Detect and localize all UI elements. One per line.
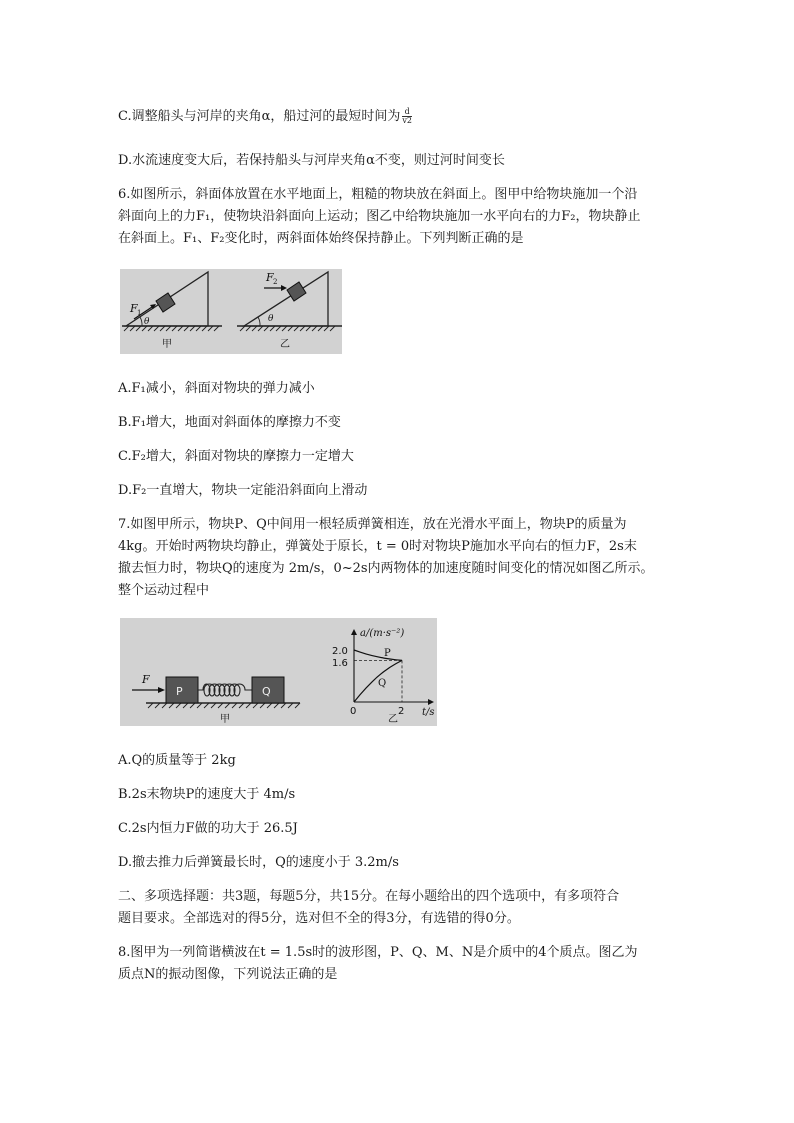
spring — [198, 684, 252, 696]
graph-curve-p-label: P — [384, 648, 391, 659]
graph-tick-origin: 0 — [350, 706, 357, 717]
label-f2-sub: 2 — [273, 278, 278, 286]
question-7-line-2: 4kg。开始时两物块均静止，弹簧处于原长，t = 0时对物块P施加水平向右的恒力F，2s末 — [118, 539, 637, 554]
option-7c: C.2s内恒力F做的功大于 26.5J — [118, 821, 298, 836]
label-block-p: P — [176, 685, 183, 698]
block-right — [287, 282, 306, 301]
label-force: F — [142, 673, 150, 686]
option-7a: A.Q的质量等于 2kg — [118, 753, 236, 768]
fraction-denominator: v2 — [402, 116, 413, 125]
question-6-line-1: 6.如图所示，斜面体放置在水平地面上，粗糙的物块放在斜面上。图甲中给物块施加一个沿 — [118, 187, 638, 202]
figure-spring-blocks — [120, 618, 437, 726]
fraction-numerator: d — [402, 108, 412, 117]
label-block-q: Q — [262, 685, 271, 698]
label-f2: F — [266, 271, 274, 284]
question-7-line-1: 7.如图甲所示，物块P、Q中间用一根轻质弹簧相连，放在光滑水平面上，物块P的质量为 — [118, 517, 627, 532]
graph-tick-y-mid: 1.6 — [332, 658, 348, 669]
graph-xlabel: t/s — [422, 707, 435, 718]
question-7-line-4: 整个运动过程中 — [118, 583, 210, 598]
series-p-curve — [354, 650, 402, 660]
option-6a: A.F₁减小，斜面对物块的弹力减小 — [118, 381, 315, 396]
graph-tick-x: 2 — [398, 706, 405, 717]
question-8-line-1: 8.图甲为一列简谐横波在t = 1.5s时的波形图，P、Q、M、N是介质中的4个质点。图乙为 — [118, 945, 638, 960]
option-5c-text: C.调整船头与河岸的夹角α，船过河的最短时间为 — [118, 109, 401, 124]
label-theta-left: θ — [144, 317, 150, 327]
label-theta-right: θ — [268, 314, 274, 324]
option-6c: C.F₂增大，斜面对物块的摩擦力一定增大 — [118, 449, 354, 464]
option-5c — [118, 107, 412, 127]
graph-ylabel: a/(m·s⁻²) — [360, 628, 405, 639]
question-6-line-2: 斜面向上的力F₁，使物块沿斜面向上运动；图乙中给物块施加一水平向右的力F₂，物块静止 — [118, 209, 641, 224]
option-7b: B.2s末物块P的速度大于 4m/s — [118, 787, 296, 802]
section-2-line-2: 题目要求。全部选对的得5分，选对但不全的得3分，有选错的得0分。 — [118, 911, 520, 926]
option-6d: D.F₂一直增大，物块一定能沿斜面向上滑动 — [118, 483, 368, 498]
label-f1: F — [130, 302, 138, 315]
figure-inclined-planes — [120, 269, 342, 354]
graph-tick-y-top: 2.0 — [332, 646, 348, 657]
question-7-line-3: 撤去恒力时，物块Q的速度为 2m/s，0~2s内两物体的加速度随时间变化的情况如图乙所示。 — [118, 561, 654, 576]
question-8-line-2: 质点N的振动图像，下列说法正确的是 — [118, 967, 338, 982]
caption-left: 甲 — [162, 339, 172, 350]
option-6b: B.F₁增大，地面对斜面体的摩擦力不变 — [118, 415, 341, 430]
label-f1-sub: 1 — [137, 309, 142, 317]
caption-right: 乙 — [280, 339, 290, 350]
option-5d: D.水流速度变大后，若保持船头与河岸夹角α不变，则过河时间变长 — [118, 153, 505, 168]
option-7d: D.撤去推力后弹簧最长时，Q的速度小于 3.2m/s — [118, 855, 399, 870]
fraction-d-over-v2 — [402, 108, 412, 125]
graph-curve-q-label: Q — [378, 678, 387, 689]
section-2-line-1: 二、多项选择题：共3题，每题5分，共15分。在每小题给出的四个选项中，有多项符合 — [118, 889, 620, 904]
caption-right: 乙 — [388, 714, 398, 725]
caption-left: 甲 — [220, 714, 230, 725]
question-6-line-3: 在斜面上。F₁、F₂变化时，两斜面体始终保持静止。下列判断正确的是 — [118, 231, 524, 246]
